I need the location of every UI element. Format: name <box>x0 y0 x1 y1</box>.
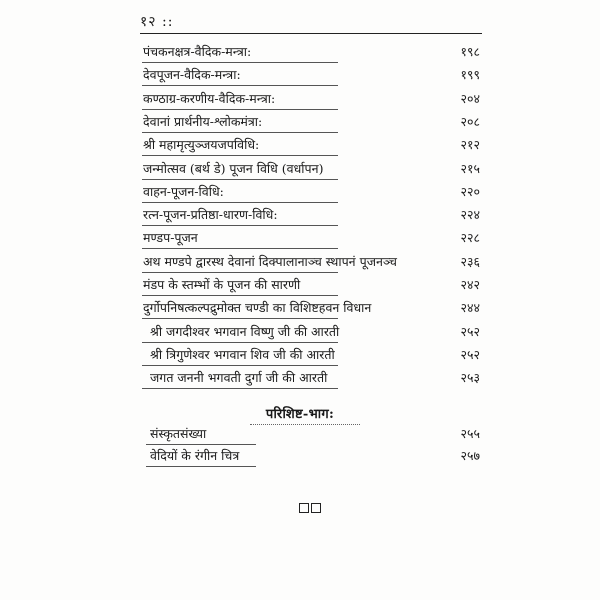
toc-entry <box>0 252 600 272</box>
toc-entry-page: २२४ <box>460 207 480 222</box>
toc-entry-title: मण्डप-पूजन <box>143 230 198 245</box>
toc-entry-title: अथ मण्डपे द्वारस्थ देवानां दिक्पालानाञ्च स्थापनं पूजनञ्च <box>143 254 397 269</box>
toc-separator <box>142 179 338 180</box>
toc-separator <box>142 342 338 343</box>
toc-separator <box>142 365 338 366</box>
appendix-entry <box>0 446 600 466</box>
toc-entry-page: २३६ <box>460 254 480 269</box>
toc-entry-page: २५३ <box>460 370 480 385</box>
toc-separator <box>142 202 338 203</box>
toc-entry <box>0 112 600 132</box>
toc-entry <box>0 368 600 388</box>
end-box-icon <box>299 503 309 513</box>
appendix-heading: परिशिष्ट-भाग: <box>265 407 335 422</box>
toc-entry <box>0 159 600 179</box>
toc-entry-title: मंडप के स्तम्भों के पूजन की सारणी <box>143 277 301 292</box>
toc-separator <box>142 85 338 86</box>
appendix-entry-page: २५५ <box>460 426 480 441</box>
toc-entry-page: १९८ <box>460 44 480 59</box>
toc-separator <box>142 155 338 156</box>
appendix-entry-page: २५७ <box>460 448 480 463</box>
page-number-header: १२ :: <box>140 14 174 30</box>
toc-entry-page: २०८ <box>460 114 480 129</box>
toc-entry <box>0 65 600 85</box>
toc-entry-page: २१५ <box>460 161 480 176</box>
toc-entry-page: २२० <box>460 184 480 199</box>
toc-entry-title: श्री जगदीश्वर भगवान विष्णु जी की आरती <box>150 324 340 339</box>
header-rule <box>140 33 482 34</box>
toc-entry <box>0 228 600 248</box>
appendix-entry-title: संस्कृतसंख्या <box>150 426 207 441</box>
toc-entry-page: २१२ <box>460 137 480 152</box>
toc-entry-page: १९९ <box>460 67 480 82</box>
toc-entry-title: कण्ठाग्र-करणीय-वैदिक-मन्त्रा: <box>143 91 276 106</box>
end-box-icon <box>311 503 321 513</box>
toc-entry-page: २५२ <box>460 324 480 339</box>
toc-entry <box>0 275 600 295</box>
toc-entry-page: २४४ <box>460 300 480 315</box>
toc-entry <box>0 205 600 225</box>
toc-entry <box>0 182 600 202</box>
toc-entry <box>0 345 600 365</box>
toc-entry <box>0 89 600 109</box>
toc-entry-page: २०४ <box>460 91 480 106</box>
toc-entry-title: दुर्गोपनिषत्कल्पद्रुमोक्त चण्डी का विशिष्टहवन विधान <box>143 300 372 315</box>
toc-entry-title: देवपूजन-वैदिक-मन्त्रा: <box>143 67 241 82</box>
appendix-separator <box>146 466 256 467</box>
toc-entry-page: २२८ <box>460 230 480 245</box>
toc-separator <box>142 109 338 110</box>
appendix-separator <box>146 444 256 445</box>
toc-entry <box>0 298 600 318</box>
appendix-entry <box>0 424 600 444</box>
toc-separator <box>142 225 338 226</box>
toc-separator <box>142 295 338 296</box>
toc-entry <box>0 322 600 342</box>
toc-entry <box>0 135 600 155</box>
toc-entry-title: रत्न-पूजन-प्रतिष्ठा-धारण-विधि: <box>143 207 278 222</box>
toc-separator <box>142 62 338 63</box>
toc-entry-title: जगत जननी भगवती दुर्गा जी की आरती <box>150 370 328 385</box>
end-mark <box>290 500 330 516</box>
toc-entry <box>0 42 600 62</box>
toc-separator <box>142 248 338 249</box>
appendix-entry-title: वेदियों के रंगीन चित्र <box>150 448 240 463</box>
toc-separator <box>142 388 338 389</box>
toc-separator <box>142 132 338 133</box>
toc-entry-title: पंचकनक्षत्र-वैदिक-मन्त्रा: <box>143 44 252 59</box>
toc-entry-title: जन्मोत्सव (बर्थ डे) पूजन विधि (वर्धापन) <box>143 161 324 176</box>
toc-entry-title: वाहन-पूजन-विधि: <box>143 184 224 199</box>
toc-separator <box>142 318 338 319</box>
toc-entry-title: देवानां प्रार्थनीय-श्लोकमंत्रा: <box>143 114 263 129</box>
toc-separator <box>142 272 338 273</box>
toc-entry-page: २५२ <box>460 347 480 362</box>
toc-entry-title: श्री महामृत्युञ्जयजपविधि: <box>143 137 260 152</box>
toc-entry-title: श्री त्रिगुणेश्वर भगवान शिव जी की आरती <box>150 347 335 362</box>
toc-entry-page: २४२ <box>460 277 480 292</box>
